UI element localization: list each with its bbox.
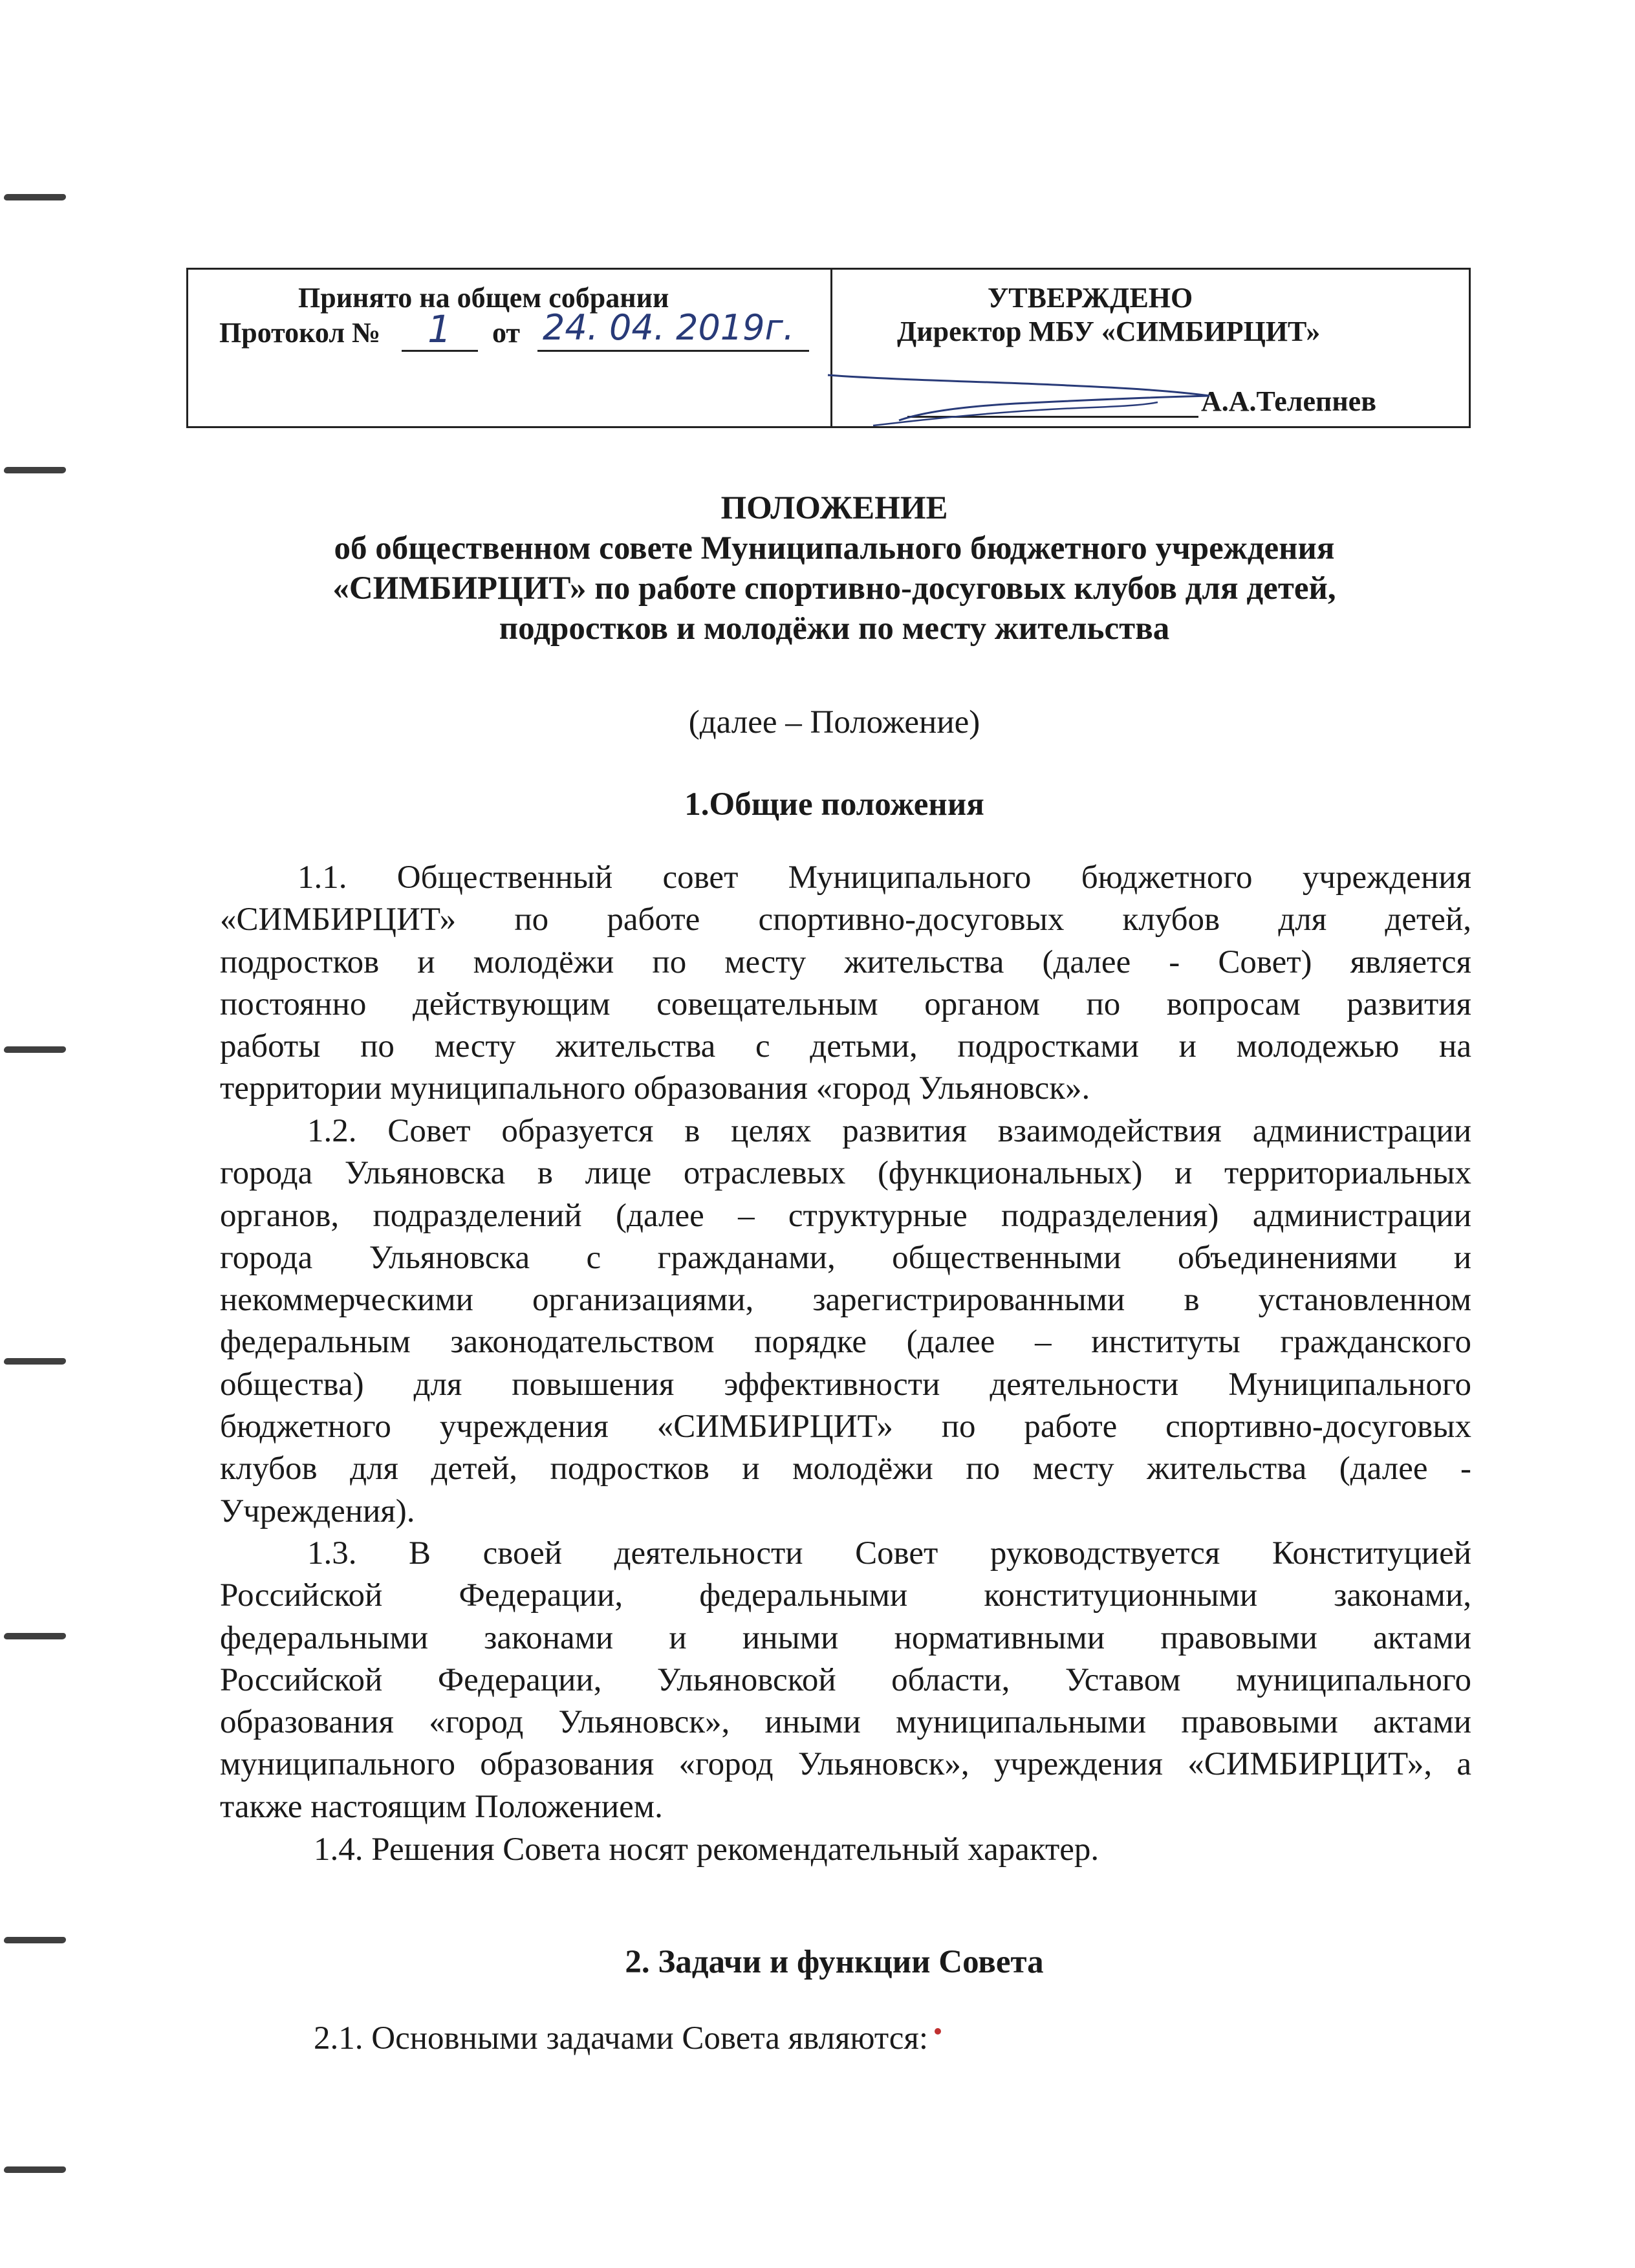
paragraph-1-4 (220, 1829, 1471, 1871)
paragraph-line: федеральными законами и иными нормативными правовыми актами (220, 1619, 1471, 1656)
paragraph-line: постоянно действующим совещательным органом по вопросам развития (220, 986, 1471, 1022)
date-label: от (492, 317, 521, 349)
protocol-label: Протокол № (219, 317, 381, 349)
paragraph-line: 1.4. Решения Совета носят рекомендательный характер. (314, 1831, 1099, 1868)
document-title (194, 488, 1475, 649)
paragraph-line: территории муниципального образования «город Ульяновск». (220, 1070, 1090, 1107)
paragraph-line: 1.1. Общественный совет Муниципального бюджетного учреждения (298, 859, 1471, 896)
paragraph-line: города Ульяновска с гражданами, общественными объединениями и (220, 1239, 1471, 1276)
title-line: подростков и молодёжи по месту жительства (499, 610, 1170, 647)
adopted-title: Принято на общем собрании (298, 282, 669, 314)
date-line (537, 350, 809, 352)
adopted-cell (188, 270, 832, 426)
binder-mark (3, 1046, 66, 1053)
paragraph-2-1 (220, 2018, 1471, 2060)
title-line: ПОЛОЖЕНИЕ (720, 490, 948, 526)
binder-mark (3, 1937, 66, 1943)
paragraph-line: Российской Федерации, Ульяновской области, Уставом муниципального (220, 1661, 1471, 1698)
paragraph-line: образования «город Ульяновск», иными муниципальными правовыми актами (220, 1704, 1471, 1741)
protocol-date: 24. 04. 2019г. (543, 307, 795, 348)
binder-mark (3, 194, 66, 200)
binder-mark (3, 2166, 66, 2173)
paragraph-1-1 (220, 857, 1471, 1110)
paragraph-line: подростков и молодёжи по месту жительства (далее - Совет) является (220, 944, 1471, 980)
binder-mark (3, 1633, 66, 1639)
paragraph-line: Учреждения). (220, 1493, 415, 1529)
section-heading: 1.Общие положения (684, 786, 984, 823)
paragraph-line: 2.1. Основными задачами Совета являются: (314, 2020, 928, 2057)
ink-dot (935, 2028, 941, 2035)
approved-title: УТВЕРЖДЕНО (988, 282, 1193, 314)
director-name: А.А.Телепнев (1201, 385, 1376, 417)
signature-scribble (821, 362, 1222, 433)
director-position: Директор МБУ «СИМБИРЦИТ» (897, 316, 1321, 347)
paragraph-line: также настоящим Положением. (220, 1788, 663, 1825)
paragraph-line: клубов для детей, подростков и молодёжи по месту жительства (далее - (220, 1451, 1471, 1487)
paragraph-line: некоммерческими организациями, зарегистрированными в установленном (220, 1282, 1471, 1319)
title-line: «СИМБИРЦИТ» по работе спортивно-досуговых клубов для детей, (332, 570, 1336, 607)
paragraph-line: 1.3. В своей деятельности Совет руководствуется Конституцией (307, 1535, 1471, 1571)
paragraph-1-3 (220, 1533, 1471, 1828)
paragraph-line: 1.2. Совет образуется в целях развития взаимодействия администрации (307, 1113, 1471, 1149)
protocol-number: 1 (428, 307, 451, 351)
paragraph-line: работы по месту жительства с детьми, подростками и молодежью на (220, 1028, 1471, 1065)
document-subtitle: (далее – Положение) (688, 704, 980, 740)
paragraph-line: общества) для повышения эффективности деятельности Муниципального (220, 1366, 1471, 1403)
paragraph-line: Российской Федерации, федеральными конституционными законами, (220, 1577, 1471, 1614)
paragraph-line: бюджетного учреждения «СИМБИРЦИТ» по работе спортивно-досуговых (220, 1409, 1471, 1445)
binder-mark (3, 467, 66, 473)
section-heading: 2. Задачи и функции Совета (625, 1944, 1044, 1980)
paragraph-line: органов, подразделений (далее – структурные подразделения) администрации (220, 1197, 1471, 1234)
title-line: об общественном совете Муниципального бюджетного учреждения (334, 530, 1335, 567)
paragraph-line: города Ульяновска в лице отраслевых (функциональных) и территориальных (220, 1155, 1471, 1192)
paragraph-line: федеральным законодательством порядке (далее – институты гражданского (220, 1324, 1471, 1361)
paragraph-line: «СИМБИРЦИТ» по работе спортивно-досуговых клубов для детей, (220, 902, 1471, 938)
paragraph-1-2 (220, 1110, 1471, 1533)
binder-mark (3, 1358, 66, 1365)
paragraph-line: муниципального образования «город Ульяновск», учреждения «СИМБИРЦИТ», а (220, 1746, 1471, 1783)
